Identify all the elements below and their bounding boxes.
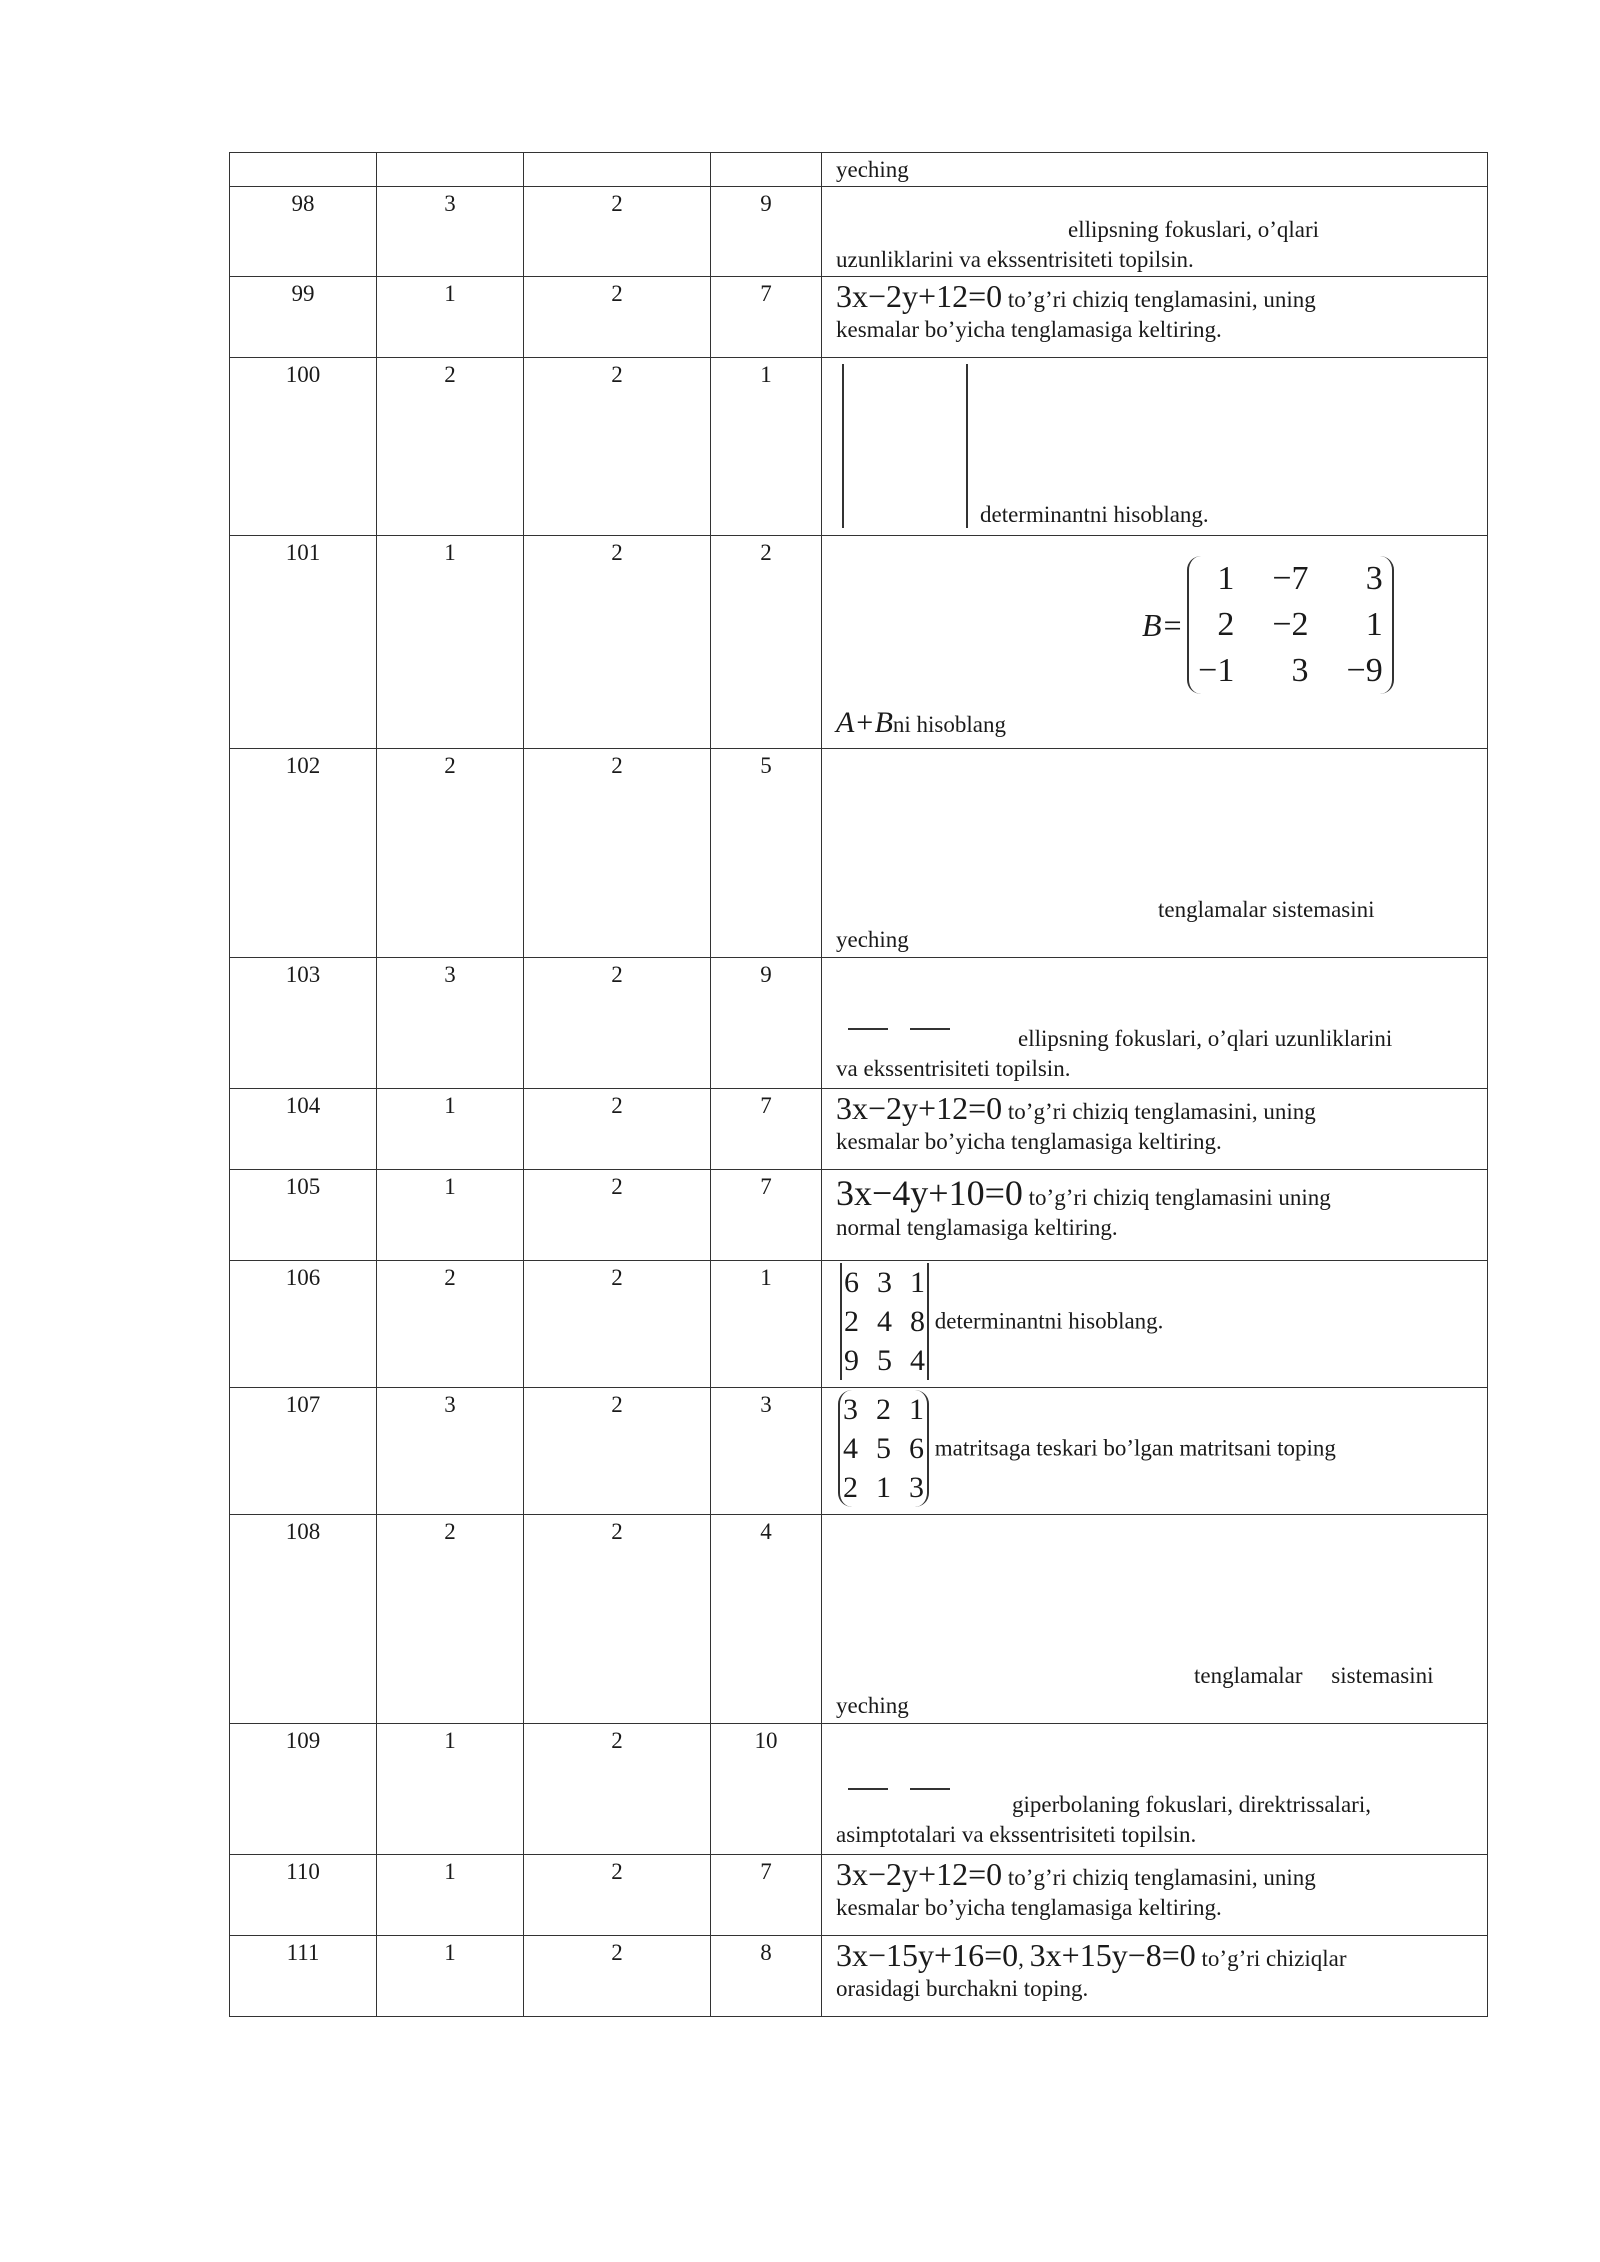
cell-col-b: 2	[524, 1261, 711, 1388]
matrix-b	[1187, 556, 1394, 694]
cell-question	[822, 277, 1488, 358]
cell-col-a: 1	[377, 277, 524, 358]
cell-question	[822, 1724, 1488, 1855]
matrix-label: B=	[1142, 607, 1184, 643]
table-row	[230, 1936, 1488, 2017]
cell-col-c: 8	[711, 1936, 822, 2017]
cell-col-b: 2	[524, 187, 711, 277]
question-text: determinantni hisoblang.	[980, 502, 1209, 527]
cell-col-c: 7	[711, 1855, 822, 1936]
matrix-cell: −9	[1346, 652, 1383, 689]
table-row	[230, 958, 1488, 1089]
question-text-line2: asimptotalari va ekssentrisiteti topilsin.	[836, 1822, 1197, 1847]
cell-col-b: 2	[524, 1515, 711, 1724]
matrix-b-block	[1142, 556, 1394, 694]
cell-col-c: 5	[711, 749, 822, 958]
cell-col-c: 7	[711, 277, 822, 358]
question-text: to’g’ri chiziq tenglamasini, uning	[1007, 1099, 1316, 1124]
cell-number: 107	[230, 1388, 377, 1515]
equation: 3x−2y+12=0	[836, 1856, 1003, 1892]
cell-number: 111	[230, 1936, 377, 2017]
matrix-cell: 3	[909, 1471, 924, 1504]
matrix-cell: 1	[909, 1393, 924, 1426]
question-text: to’g’ri chiziqlar	[1201, 1946, 1347, 1971]
question-text-line2: normal tenglamasiga keltiring.	[836, 1215, 1118, 1240]
cell-col-a: 1	[377, 1170, 524, 1261]
equation: 3x−4y+10=0	[836, 1173, 1023, 1213]
question-text: matritsaga teskari bo’lgan matritsani toping	[934, 1435, 1336, 1461]
cell-question	[822, 1855, 1488, 1936]
equation-2: 3x+15y−8=0	[1029, 1937, 1196, 1973]
cell-col-b: 2	[524, 958, 711, 1089]
question-text: determinantni hisoblang.	[934, 1308, 1164, 1334]
cell-number: 104	[230, 1089, 377, 1170]
cell-number: 106	[230, 1261, 377, 1388]
cell-question	[822, 749, 1488, 958]
question-text-line2: kesmalar bo’yicha tenglamasiga keltiring.	[836, 317, 1222, 342]
matrix-cell: −1	[1198, 652, 1235, 689]
cell-col-b: 2	[524, 277, 711, 358]
cell-col-a: 1	[377, 1936, 524, 2017]
table-row	[230, 1724, 1488, 1855]
table-row	[230, 749, 1488, 958]
table-row	[230, 1855, 1488, 1936]
cell-number: 110	[230, 1855, 377, 1936]
matrix-cell: 9	[844, 1344, 859, 1377]
cell-question	[822, 153, 1488, 187]
cell-col-b: 2	[524, 536, 711, 749]
matrix-cell: 4	[877, 1305, 892, 1338]
matrix-cell: 1	[1365, 606, 1383, 643]
question-text: ellipsning fokuslari, o’qlari uzunliklarini	[1018, 1026, 1393, 1051]
cell-col-a: 3	[377, 1388, 524, 1515]
cell-col-a: 2	[377, 1515, 524, 1724]
cell-number: 109	[230, 1724, 377, 1855]
question-text: tenglamalar sistemasini	[1194, 1663, 1434, 1688]
matrix-cell: 2	[843, 1471, 858, 1504]
matrix-cell: −2	[1272, 606, 1309, 643]
cell-number	[230, 153, 377, 187]
matrix-cell: 1	[1217, 560, 1235, 597]
cell-col-c: 9	[711, 958, 822, 1089]
cell-question	[822, 1936, 1488, 2017]
matrix-cell: 6	[909, 1432, 924, 1465]
cell-question	[822, 187, 1488, 277]
question-text-line2: kesmalar bo’yicha tenglamasiga keltiring.	[836, 1129, 1222, 1154]
cell-number: 99	[230, 277, 377, 358]
cell-col-a: 1	[377, 536, 524, 749]
cell-number: 108	[230, 1515, 377, 1724]
cell-col-b: 2	[524, 1388, 711, 1515]
cell-col-a: 1	[377, 1724, 524, 1855]
matrix-cell: 2	[844, 1305, 859, 1338]
matrix-cell: 3	[1365, 560, 1383, 597]
fraction-bars	[848, 1008, 972, 1038]
table-row	[230, 358, 1488, 536]
table-row	[230, 1170, 1488, 1261]
cell-col-a: 1	[377, 1855, 524, 1936]
cell-number: 105	[230, 1170, 377, 1261]
question-text-line2: orasidagi burchakni toping.	[836, 1976, 1089, 2001]
question-text: to’g’ri chiziq tenglamasini uning	[1028, 1185, 1331, 1210]
cell-question	[822, 358, 1488, 536]
cell-col-a: 1	[377, 1089, 524, 1170]
question-text: ni hisoblang	[892, 712, 1006, 737]
table-row	[230, 1515, 1488, 1724]
cell-col-c: 1	[711, 358, 822, 536]
question-text-line2: kesmalar bo’yicha tenglamasiga keltiring.	[836, 1895, 1222, 1920]
cell-col-a: 2	[377, 1261, 524, 1388]
cell-col-c	[711, 153, 822, 187]
question-text-line2: yeching	[836, 1693, 909, 1718]
cell-col-a: 3	[377, 187, 524, 277]
matrix-cell: 4	[843, 1432, 858, 1465]
cell-question	[822, 1261, 1488, 1388]
question-table	[229, 152, 1488, 2017]
matrix-cell: 1	[910, 1266, 925, 1299]
cell-number: 102	[230, 749, 377, 958]
matrix-cell: 2	[876, 1393, 891, 1426]
cell-question	[822, 536, 1488, 749]
question-text: to’g’ri chiziq tenglamasini, uning	[1007, 1865, 1316, 1890]
matrix-cell: 3	[843, 1393, 858, 1426]
cell-col-c: 9	[711, 187, 822, 277]
matrix-cell: 5	[876, 1432, 891, 1465]
equation: 3x−15y+16=0	[836, 1937, 1019, 1973]
question-text-line2: uzunliklarini va ekssentrisiteti topilsin.	[836, 247, 1194, 272]
table-row	[230, 277, 1488, 358]
equation: 3x−2y+12=0	[836, 278, 1003, 314]
table-row	[230, 1261, 1488, 1388]
cell-question	[822, 1089, 1488, 1170]
matrix	[838, 1390, 929, 1507]
cell-col-b: 2	[524, 1170, 711, 1261]
matrix-cell: 8	[910, 1305, 925, 1338]
cell-col-a	[377, 153, 524, 187]
cell-col-c: 4	[711, 1515, 822, 1724]
fraction-bars	[848, 1768, 972, 1798]
cell-question	[822, 1388, 1488, 1515]
equation: 3x−2y+12=0	[836, 1090, 1003, 1126]
matrix-cell: 6	[844, 1266, 859, 1299]
equation: A+B	[836, 706, 893, 739]
cell-number: 100	[230, 358, 377, 536]
cell-col-c: 3	[711, 1388, 822, 1515]
table-row	[230, 153, 1488, 187]
table-row	[230, 1388, 1488, 1515]
cell-col-b: 2	[524, 1936, 711, 2017]
matrix-cell: −7	[1272, 560, 1309, 597]
cell-question	[822, 1170, 1488, 1261]
cell-question	[822, 1515, 1488, 1724]
matrix-cell: 2	[1217, 606, 1235, 643]
question-text: to’g’ri chiziq tenglamasini, uning	[1007, 287, 1316, 312]
question-text: ellipsning fokuslari, o’qlari	[1068, 217, 1320, 242]
cell-col-c: 10	[711, 1724, 822, 1855]
cell-col-b: 2	[524, 1724, 711, 1855]
cell-col-c: 7	[711, 1089, 822, 1170]
cell-col-c: 2	[711, 536, 822, 749]
cell-col-a: 2	[377, 358, 524, 536]
cell-col-b: 2	[524, 1089, 711, 1170]
cell-col-a: 3	[377, 958, 524, 1089]
determinant-bars	[842, 364, 968, 528]
matrix-cell: 3	[1291, 652, 1309, 689]
equation-separator: ,	[1018, 1946, 1024, 1971]
question-text: yeching	[836, 157, 909, 182]
question-text: giperbolaning fokuslari, direktrissalari,	[1012, 1792, 1371, 1817]
question-text-line2: va ekssentrisiteti topilsin.	[836, 1056, 1071, 1081]
cell-question	[822, 958, 1488, 1089]
table-row	[230, 1089, 1488, 1170]
cell-col-b: 2	[524, 1855, 711, 1936]
table-row	[230, 187, 1488, 277]
cell-col-a: 2	[377, 749, 524, 958]
matrix-cell: 4	[910, 1344, 925, 1377]
cell-col-b: 2	[524, 358, 711, 536]
matrix-cell: 5	[877, 1344, 892, 1377]
question-text-line2: yeching	[836, 927, 909, 952]
cell-number: 103	[230, 958, 377, 1089]
question-text: tenglamalar sistemasini	[1158, 897, 1375, 922]
cell-col-c: 1	[711, 1261, 822, 1388]
cell-number: 101	[230, 536, 377, 749]
determinant-matrix	[840, 1263, 929, 1380]
cell-col-c: 7	[711, 1170, 822, 1261]
table-row	[230, 536, 1488, 749]
cell-col-b	[524, 153, 711, 187]
cell-col-b: 2	[524, 749, 711, 958]
cell-number: 98	[230, 187, 377, 277]
matrix-cell: 3	[877, 1266, 892, 1299]
matrix-cell: 1	[876, 1471, 891, 1504]
